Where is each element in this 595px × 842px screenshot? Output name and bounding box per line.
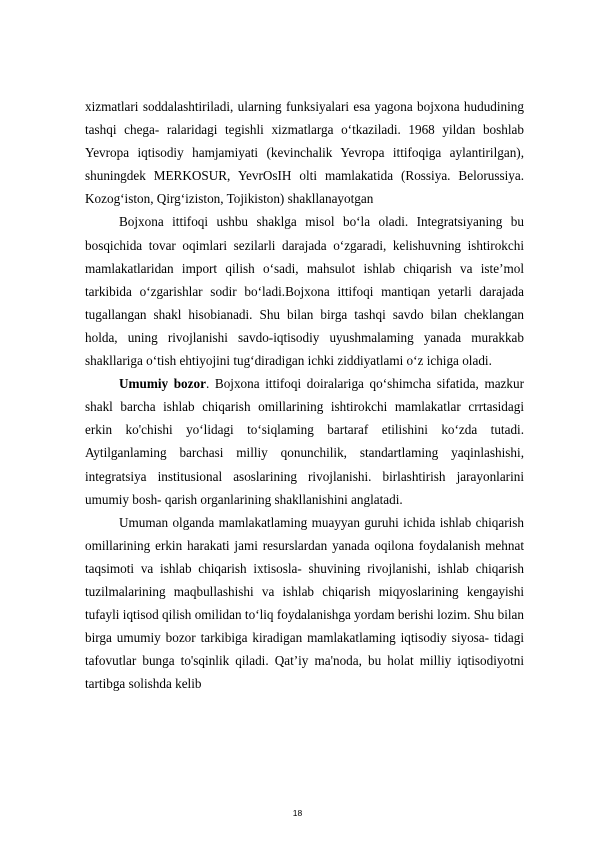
paragraph-1 xyxy=(85,95,524,210)
paragraph-1-text: xizmatlari soddalashtiriladi, ularning funksiyalari esa yagona bojxona hududining tashqi chega- ralaridagi tegishli xizmatlarga o‘tkaziladi. 1968 yildan boshlab Yevropa iqtisodiy hamjamiyati (kevinchalik Yevropa ittifoqiga aylantirilgan), shuningdek MERKOSUR, YevrOsIH olti mamlakatida (Rossiya. Belorussiya. Kozog‘iston, Qirg‘iziston, Tojikiston) shakllanayotgan xyxy=(85,99,524,207)
paragraph-4-text: Umuman olganda mamlakatlaming muayyan guruhi ichida ishlab chiqarish omillarining erkin harakati jami resurslardan yanada oqilona foydalanish mehnat taqsimoti va ishlab chiqarish ixtisosla- shuvining rivojlanishi, ishlab chiqarish tuzilmalarining maqbullashishi va ishlab chiqarish miqyoslarining kengayishi tufayli iqtisod qilish omilidan to‘liq foydalanishga yordam berishi lozim. Shu bilan birga umumiy bozor tarkibiga kiradigan mamlakatlaming iqtisodiy siyosa- tidagi tafovutlar bunga to'sqinlik qiladi. Qat’iy ma'noda, bu holat milliy iqtisodiyotni tartibga solishda kelib xyxy=(85,514,524,692)
paragraph-3 xyxy=(85,372,524,511)
body-text xyxy=(85,95,524,695)
paragraph-3-text: . Bojxona ittifoqi doiralariga qo‘shimcha sifatida, mazkur shakl barcha ishlab chiqarish omillarining ishtirokchi mamlakatlar crrtasidagi erkin ko'chishi yo‘lidagi to‘siqlaming bartaraf etilishini ko‘zda tutadi. Aytilganlaming barchasi milliy qonunchilik, standartlaming yaqinlashishi, integratsiya institusional asoslarining rivojlanishi. birlashtirish jarayonlarini umumiy bosh- qarish organlarining shakllanishini anglatadi. xyxy=(85,376,524,507)
paragraph-2-text: Bojxona ittifoqi ushbu shaklga misol bo‘la oladi. Integratsiyaning bu bosqichida tovar oqimlari sezilarli darajada o‘zgaradi, kelishuvning ishtirokchi mamlakatlaridan import qilish o‘sadi, mahsulot ishlab chiqarish va iste’mol tarkibida o‘zgarishlar sodir bo‘ladi.Bojxona ittifoqi mantiqan yetarli darajada tugallangan shakl hisobianadi. Shu bilan birga tashqi savdo bilan cheklangan holda, uning rivojlanishi savdo-iqtisodiy uyushmalaming yanada murakkab shakllariga o‘tish ehtiyojini tug‘diradigan ichki ziddiyatlami o‘z ichiga oladi. xyxy=(85,214,524,369)
paragraph-4 xyxy=(85,511,524,696)
paragraph-2 xyxy=(85,210,524,372)
page-number: 18 xyxy=(292,808,303,818)
term-heading: Umumiy bozor xyxy=(119,376,206,392)
